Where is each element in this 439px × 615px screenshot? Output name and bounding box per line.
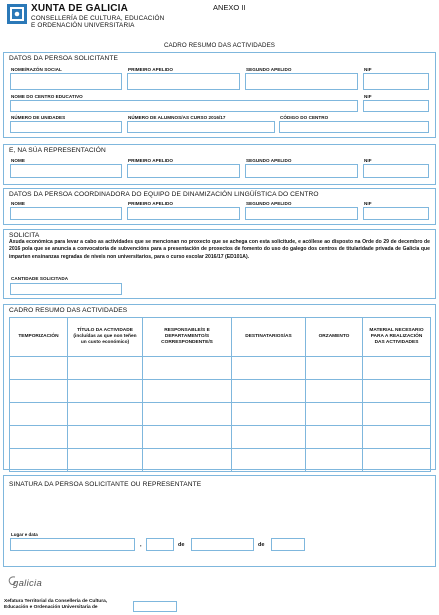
coord-nif-field[interactable] bbox=[363, 207, 429, 220]
table-header-row bbox=[10, 318, 431, 357]
col-header-budget: ORZAMENTO bbox=[306, 318, 363, 357]
applicant-surname2-label: SEGUNDO APELIDO bbox=[246, 67, 292, 72]
col-header-materials: MATERIAL NECESARIO PARA A REALIZACIÓN DAS ACTIVIDADES bbox=[363, 318, 431, 357]
rep-name-field[interactable] bbox=[10, 164, 122, 178]
table-cell[interactable] bbox=[232, 449, 306, 472]
table-cell[interactable] bbox=[143, 403, 232, 426]
applicant-name-field[interactable] bbox=[10, 73, 122, 90]
school-name-label: NOME DO CENTRO EDUCATIVO bbox=[11, 94, 83, 99]
coord-surname2-label: SEGUNDO APELIDO bbox=[246, 201, 292, 206]
table-cell[interactable] bbox=[363, 426, 431, 449]
table-cell[interactable] bbox=[232, 380, 306, 403]
units-field[interactable] bbox=[10, 121, 122, 133]
table-cell[interactable] bbox=[68, 357, 143, 380]
col-header-responsible: RESPONSABLE/S E DEPARTAMENTO/S CORRESPONDENTE/S bbox=[143, 318, 232, 357]
table-cell[interactable] bbox=[10, 403, 68, 426]
footer-line-2: Educación e Ordenación Universitaria de bbox=[4, 604, 98, 610]
table-cell[interactable] bbox=[232, 403, 306, 426]
day-field[interactable] bbox=[146, 538, 174, 551]
table-cell[interactable] bbox=[143, 380, 232, 403]
place-comma: , bbox=[140, 542, 142, 548]
table-row bbox=[10, 357, 431, 380]
school-name-field[interactable] bbox=[10, 100, 358, 112]
table-cell[interactable] bbox=[10, 357, 68, 380]
coord-nif-label: NIF bbox=[364, 201, 372, 206]
date-de-2: de bbox=[258, 542, 265, 548]
request-text: Axuda económica para levar a cabo as actividades que se mencionan no proxecto que se achega con esta solicitude, e acóllese ao disposto na Orde do 29 de decembro de 2016 pola que se anuncia a convocatoria de subvencións para a presentación de proxectos de fomento do uso do galego dos centros de titularidade privada de Galicia que imparten ensinanzas regradas de niveis non universitarios, para o curso escolar 2016/17 (ED101A). bbox=[9, 239, 430, 260]
place-field[interactable] bbox=[10, 538, 135, 551]
col-header-recipients: DESTINATARIOS/AS bbox=[232, 318, 306, 357]
footer-office-field[interactable] bbox=[133, 601, 177, 612]
table-cell[interactable] bbox=[68, 380, 143, 403]
table-cell[interactable] bbox=[68, 426, 143, 449]
applicant-section-title: DATOS DA PERSOA SOLICITANTE bbox=[9, 55, 118, 62]
table-cell[interactable] bbox=[363, 357, 431, 380]
table-row bbox=[10, 380, 431, 403]
signature-section bbox=[3, 475, 436, 567]
students-field[interactable] bbox=[127, 121, 275, 133]
rep-surname2-label: SEGUNDO APELIDO bbox=[246, 158, 292, 163]
units-label: NÚMERO DE UNIDADES bbox=[11, 115, 66, 120]
rep-nif-field[interactable] bbox=[363, 164, 429, 178]
summary-section-title: CADRO RESUMO DAS ACTIVIDADES bbox=[9, 307, 128, 314]
footer-logo-text: galicia bbox=[13, 578, 43, 589]
students-label: NÚMERO DE ALUMNOS/AS CURSO 2016/17 bbox=[128, 115, 226, 120]
coord-surname1-field[interactable] bbox=[127, 207, 240, 220]
footer-line-1: Xefatura Territorial da Consellería de Cultura, bbox=[4, 599, 108, 604]
table-cell[interactable] bbox=[10, 426, 68, 449]
footer-address bbox=[4, 599, 107, 611]
applicant-name-label: NOME/RAZÓN SOCIAL bbox=[11, 67, 62, 72]
table-cell[interactable] bbox=[68, 403, 143, 426]
applicant-nif-label: NIF bbox=[364, 67, 372, 72]
applicant-surname1-label: PRIMEIRO APELIDO bbox=[128, 67, 174, 72]
applicant-nif-field[interactable] bbox=[363, 73, 429, 90]
table-cell[interactable] bbox=[232, 426, 306, 449]
coordinator-section-title: DATOS DA PERSOA COORDINADORA DO EQUIPO DE DINAMIZACIÓN LINGÜÍSTICA DO CENTRO bbox=[9, 191, 319, 198]
rep-surname1-field[interactable] bbox=[127, 164, 240, 178]
coord-name-field[interactable] bbox=[10, 207, 122, 220]
applicant-surname2-field[interactable] bbox=[245, 73, 358, 90]
month-field[interactable] bbox=[191, 538, 254, 551]
date-de-1: de bbox=[178, 542, 185, 548]
table-cell[interactable] bbox=[232, 357, 306, 380]
table-cell[interactable] bbox=[68, 449, 143, 472]
rep-surname1-label: PRIMEIRO APELIDO bbox=[128, 158, 174, 163]
table-cell[interactable] bbox=[306, 357, 363, 380]
coord-name-label: NOME bbox=[11, 201, 25, 206]
table-cell[interactable] bbox=[143, 449, 232, 472]
org-subtitle-2: E ORDENACIÓN UNIVERSITARIA bbox=[31, 22, 135, 29]
place-date-label: Lugar e data bbox=[11, 532, 38, 537]
table-cell[interactable] bbox=[363, 449, 431, 472]
table-row bbox=[10, 449, 431, 472]
signature-section-title: SINATURA DA PERSOA SOLICITANTE OU REPRESENTANTE bbox=[9, 481, 202, 488]
table-cell[interactable] bbox=[363, 403, 431, 426]
school-nif-label: NIF bbox=[364, 94, 372, 99]
annex-label: ANEXO II bbox=[213, 3, 246, 12]
document-title: CADRO RESUMO DAS ACTIVIDADES bbox=[163, 42, 276, 49]
request-section-title: SOLICITA bbox=[9, 232, 40, 239]
table-row bbox=[10, 426, 431, 449]
school-code-field[interactable] bbox=[279, 121, 429, 133]
coord-surname1-label: PRIMEIRO APELIDO bbox=[128, 201, 174, 206]
table-cell[interactable] bbox=[10, 449, 68, 472]
rep-surname2-field[interactable] bbox=[245, 164, 358, 178]
org-name: XUNTA DE GALICIA bbox=[31, 3, 129, 14]
table-cell[interactable] bbox=[306, 426, 363, 449]
applicant-surname1-field[interactable] bbox=[127, 73, 240, 90]
xunta-crest-icon bbox=[7, 4, 27, 24]
coord-surname2-field[interactable] bbox=[245, 207, 358, 220]
col-header-activity-title: TÍTULO DA ACTIVIDADE (incluídas as que non teñen un custo económico) bbox=[68, 318, 143, 357]
year-field[interactable] bbox=[271, 538, 305, 551]
school-nif-field[interactable] bbox=[363, 100, 429, 112]
table-cell[interactable] bbox=[143, 426, 232, 449]
activities-table bbox=[9, 317, 431, 472]
table-row bbox=[10, 403, 431, 426]
table-cell[interactable] bbox=[363, 380, 431, 403]
amount-field[interactable] bbox=[10, 283, 122, 295]
table-cell[interactable] bbox=[306, 449, 363, 472]
rep-nif-label: NIF bbox=[364, 158, 372, 163]
col-header-timing: TEMPORIZACIÓN bbox=[10, 318, 68, 357]
school-code-label: CÓDIGO DO CENTRO bbox=[280, 115, 329, 120]
rep-name-label: NOME bbox=[11, 158, 25, 163]
org-subtitle-1: CONSELLERÍA DE CULTURA, EDUCACIÓN bbox=[31, 15, 165, 22]
table-cell[interactable] bbox=[306, 380, 363, 403]
table-cell[interactable] bbox=[143, 357, 232, 380]
amount-label: CANTIDADE SOLICITADA bbox=[11, 276, 69, 281]
table-cell[interactable] bbox=[10, 380, 68, 403]
representative-section-title: E, NA SÚA REPRESENTACIÓN bbox=[9, 147, 106, 154]
table-cell[interactable] bbox=[306, 403, 363, 426]
